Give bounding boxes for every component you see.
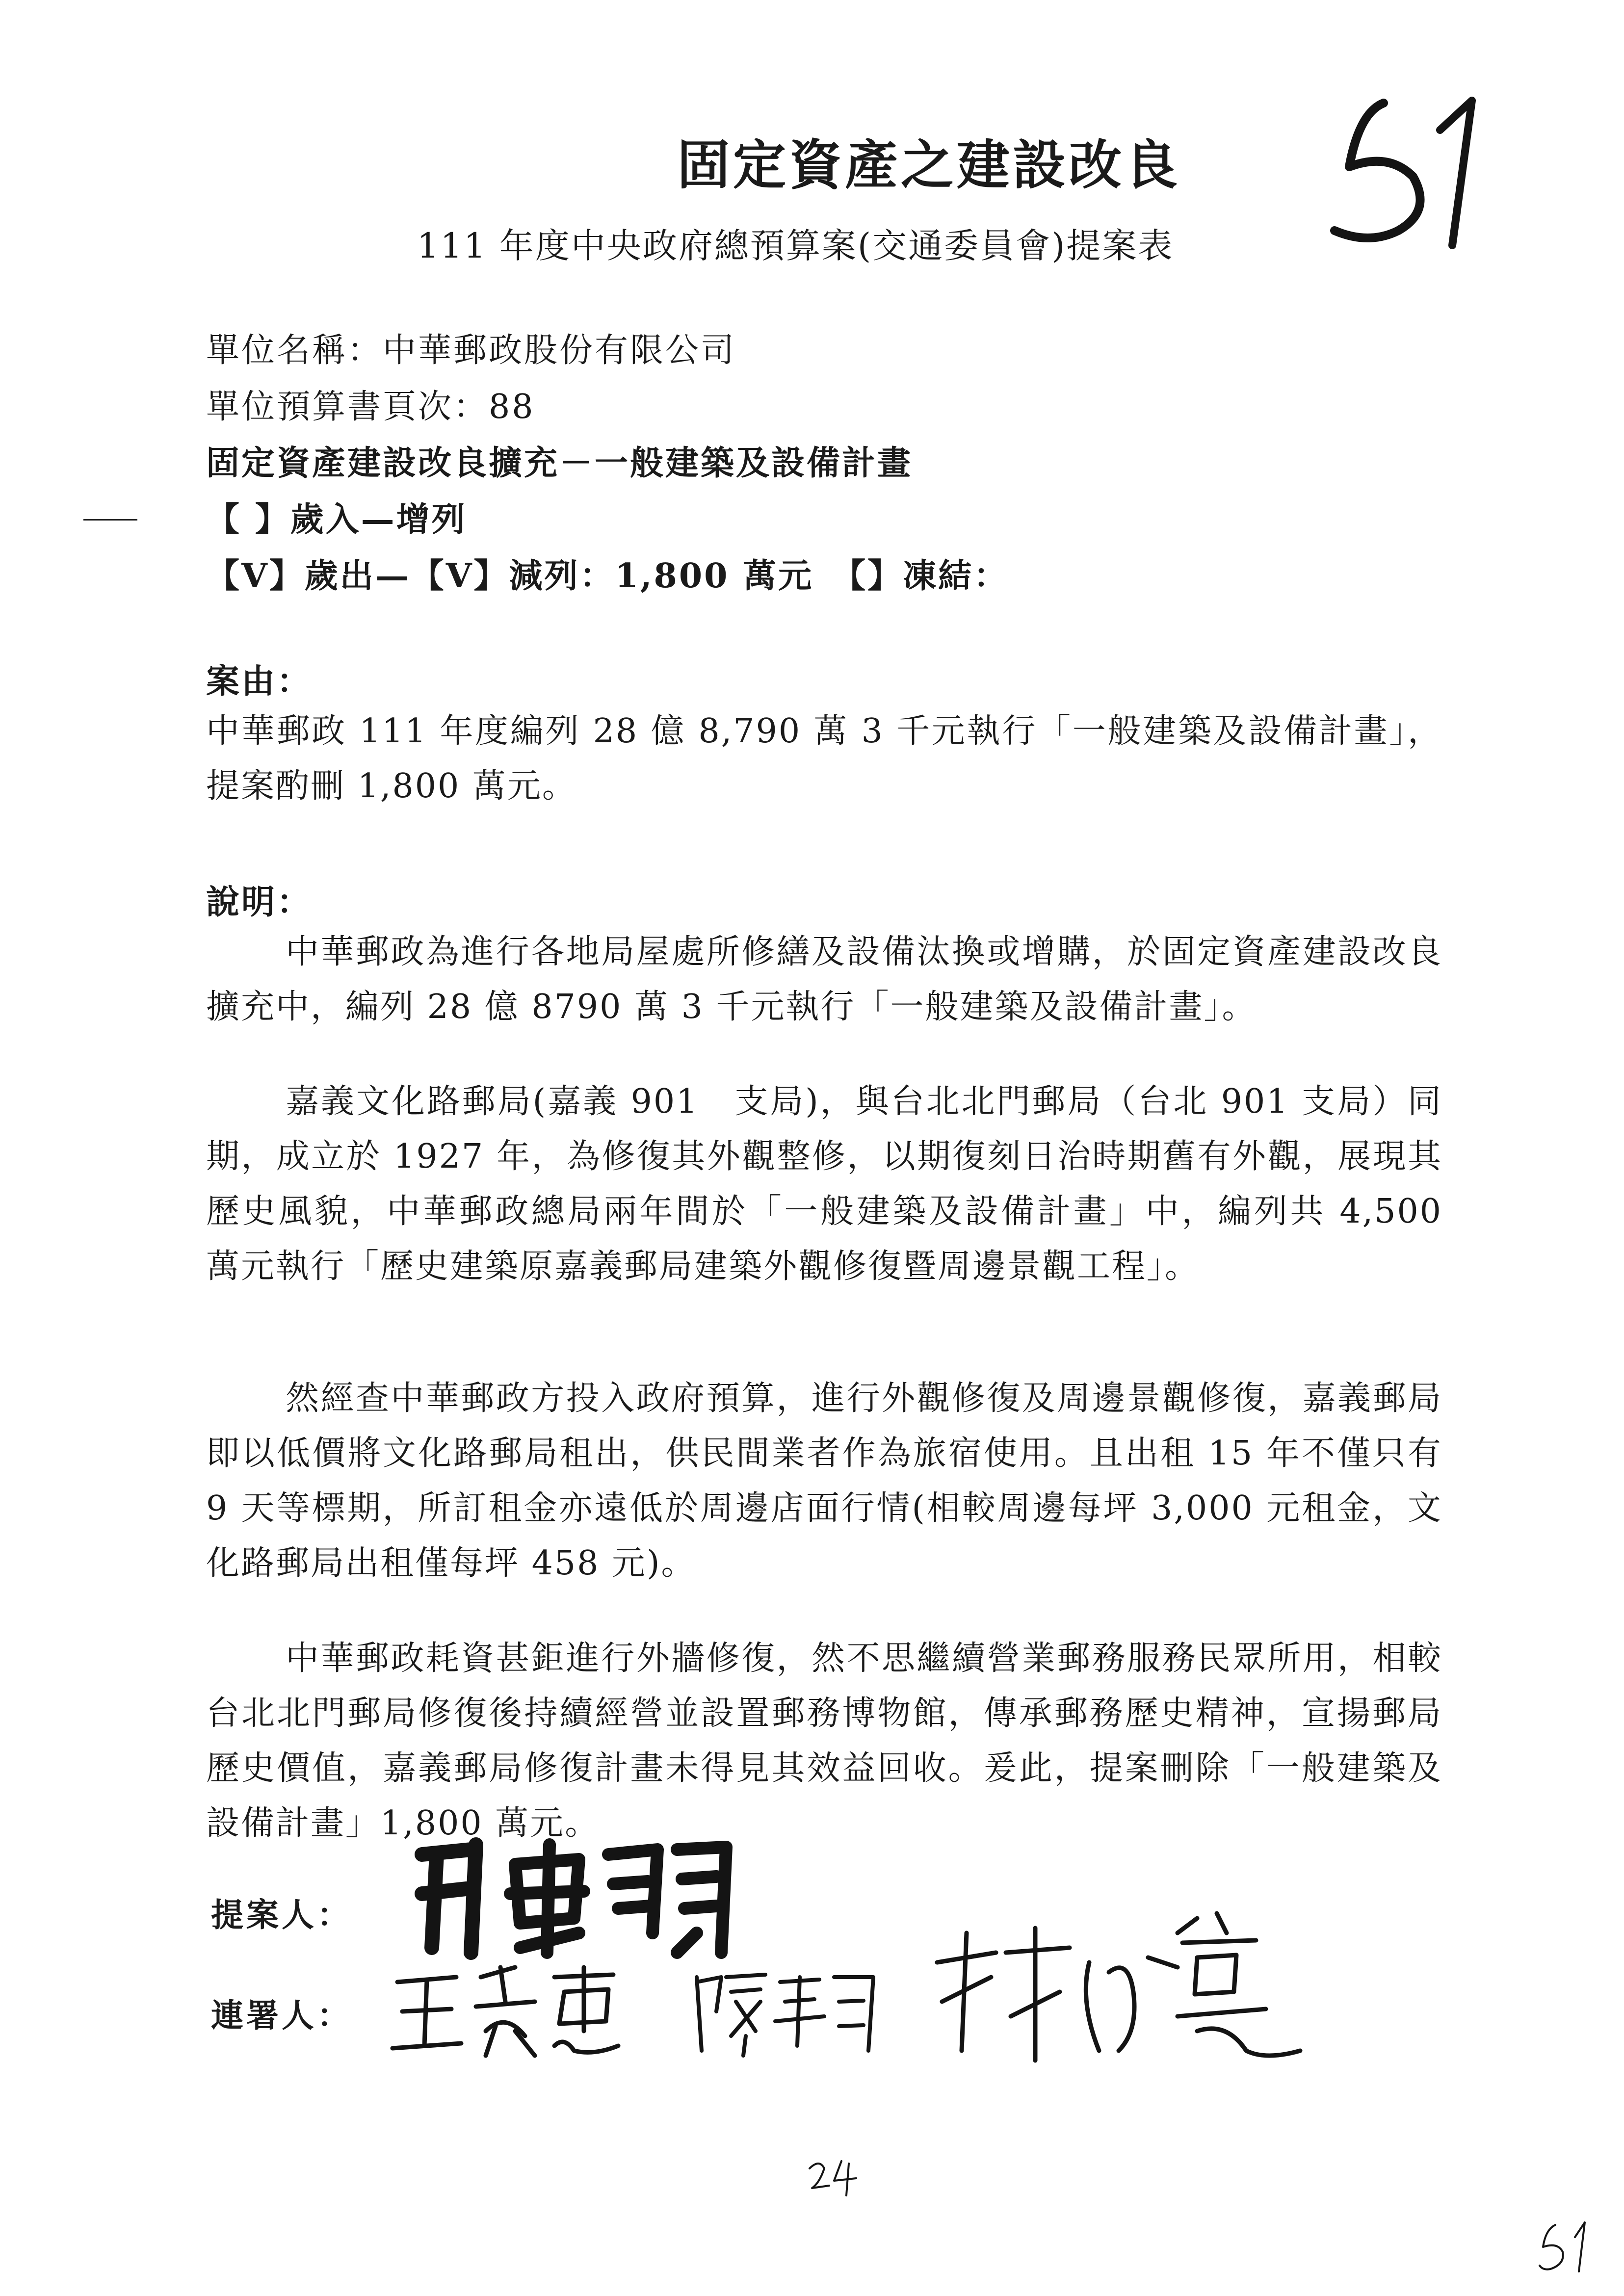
reason-heading: 案由： [206, 662, 313, 701]
document-title: 固定資產之建設改良 [677, 134, 1181, 196]
explanation-paragraph-3: 然經查中華郵政方投入政府預算，進行外觀修復及周邊景觀修復，嘉義郵局即以低價將文化路郵局租出，供民間業者作為旅宿使用。且出租 15 年不僅只有 9 天等標期，所訂租金亦遠低於周邊店面行情(相較周邊每坪 3,000 元租金，文化路郵局出租僅每坪 458 元)。 [206, 1379, 1442, 1583]
reason-text: 中華郵政 111 年度編列 28 億 8,790 萬 3 千元執行「一般建築及設備計畫」，提案酌刪 1,800 萬元。 [206, 712, 1442, 806]
explanation-paragraph-4: 中華郵政耗資甚鉅進行外牆修復，然不思繼續營業郵務服務民眾所用，相較台北北門郵局修復後持續經營並設置郵務博物館，傳承郵務歷史精神，宣揚郵局歷史價值，嘉義郵局修復計畫未得見其效益回收。爰此，提案刪除「一般建築及設備計畫」1,800 萬元。 [206, 1639, 1442, 1843]
handwritten-number-top [1315, 83, 1521, 260]
budget-page: 單位預算書頁次：88 [206, 388, 535, 426]
unit-name: 單位名稱：中華郵政股份有限公司 [206, 331, 736, 370]
expense-line: 【V】歲出—【V】減列：1,800 萬元 【】凍結： [206, 556, 1009, 596]
program-name: 固定資產建設改良擴充－一般建築及設備計畫 [206, 444, 913, 483]
document-subtitle: 111 年度中央政府總預算案(交通委員會)提案表 [417, 226, 1174, 266]
corner-page-number [1536, 2218, 1595, 2276]
margin-mark [83, 519, 137, 521]
revenue-line: 【 】歲入—增列 [206, 500, 467, 539]
proposer-signature [402, 1835, 785, 1962]
cosigner-label: 連署人： [211, 1996, 352, 2035]
cosigner-signature-3 [922, 1904, 1325, 2070]
explanation-paragraph-2: 嘉義文化路郵局(嘉義 901 支局)，與台北北門郵局（台北 901 支局）同期，成立於 1927 年，為修復其外觀整修，以期復刻日治時期舊有外觀，展現其歷史風貌，中華郵政總局兩年間於「一般建築及設備計畫」中，編列共 4,500 萬元執行「歷史建築原嘉義郵局建築外觀修復暨周邊景觀工程」。 [206, 1082, 1442, 1286]
cosigner-signature-2 [687, 1962, 883, 2061]
explanation-heading: 說明： [206, 883, 313, 922]
cosigner-signature-1 [388, 1957, 643, 2065]
proposer-label: 提案人： [211, 1896, 352, 1934]
bottom-page-number [805, 2154, 864, 2198]
explanation-paragraph-1: 中華郵政為進行各地局屋處所修繕及設備汰換或增購，於固定資產建設改良擴充中，編列 28 億 8790 萬 3 千元執行「一般建築及設備計畫」。 [206, 933, 1442, 1026]
